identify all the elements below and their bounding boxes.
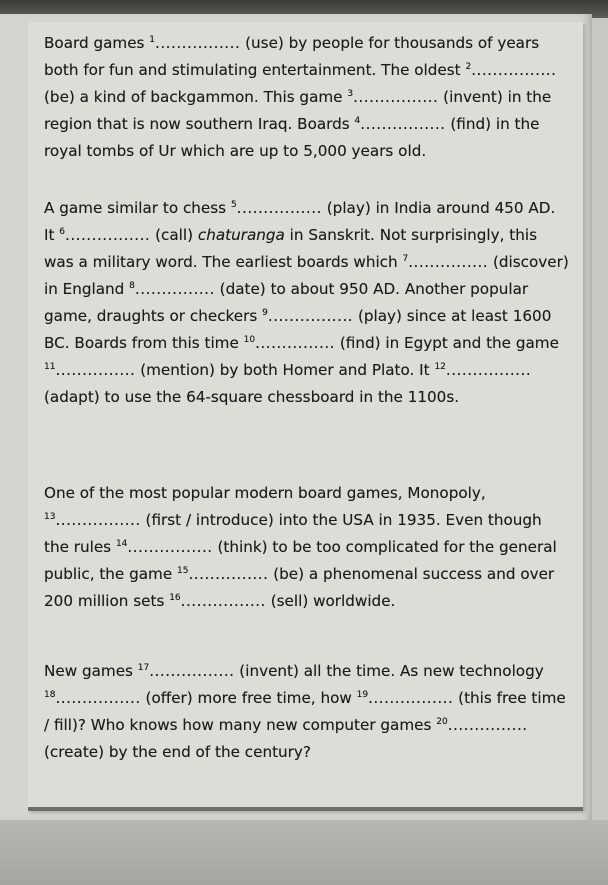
- answer-blank: ................: [55, 511, 141, 529]
- text-segment: in Sanskrit. Not surprisingly, this was a military word. The earliest boards which: [44, 226, 538, 271]
- text-segment: (invent) all the time. As new technology: [234, 662, 544, 680]
- paragraph-monopoly: [44, 480, 569, 615]
- answer-blank: ...............: [188, 565, 269, 583]
- text-segment: (adapt) to use the 64-square chessboard in the 1100s.: [44, 388, 460, 406]
- text-segment: (sell) worldwide.: [265, 592, 396, 610]
- gap-number: 18: [44, 690, 56, 700]
- answer-blank: ................: [360, 115, 446, 133]
- answer-blank: ................: [149, 662, 235, 680]
- answer-blank: ................: [55, 689, 141, 707]
- answer-blank: ...............: [134, 280, 215, 298]
- answer-blank: ...............: [447, 716, 528, 734]
- text-segment: (be) a kind of backgammon. This game: [44, 88, 348, 106]
- text-segment: (play) in India around 450 AD. It: [44, 199, 556, 244]
- text-segment: New games: [44, 662, 138, 680]
- gap-number: 1: [149, 35, 156, 45]
- answer-blank: ...............: [408, 253, 489, 271]
- text-segment: (date) to about 950 AD. Another popular game, draughts or checkers: [44, 280, 529, 325]
- text-segment: (think) to be too complicated for the general public, the game: [44, 538, 557, 583]
- text-segment: (first / introduce) into the USA in 1935. Even though the rules: [44, 511, 542, 556]
- paragraph-new-games: [44, 658, 569, 766]
- answer-blank: ................: [236, 199, 322, 217]
- gap-number: 4: [354, 116, 361, 126]
- text-segment: (mention) by both Homer and Plato. It: [135, 361, 435, 379]
- answer-blank: ................: [471, 61, 557, 79]
- gap-number: 8: [129, 281, 135, 291]
- text-segment: (play) since at least 1600 BC. Boards from this time: [44, 307, 552, 352]
- text-segment: (invent) in the region that is now southern Iraq. Boards: [44, 88, 552, 133]
- text-segment: One of the most popular modern board games, Monopoly,: [44, 484, 486, 502]
- text-segment: (be) a phenomenal success and over 200 million sets: [44, 565, 555, 610]
- text-segment: A game similar to chess: [44, 199, 231, 217]
- answer-blank: ...............: [255, 334, 336, 352]
- text-segment: Board games: [44, 34, 150, 52]
- gap-number: 19: [356, 690, 369, 700]
- book-page: [0, 14, 592, 820]
- answer-blank: ................: [267, 307, 354, 325]
- paragraph-board-games-history: [44, 30, 569, 165]
- text-segment: (this free time / fill)? Who knows how many new computer games: [44, 689, 566, 734]
- text-segment: (use) by people for thousands of years both for fun and stimulating entertainment. The oldest: [44, 34, 540, 79]
- text-segment: (find) in the royal tombs of Ur which are up to 5,000 years old.: [44, 115, 540, 160]
- answer-blank: ................: [155, 34, 241, 52]
- text-segment: (offer) more free time, how: [140, 689, 357, 707]
- answer-blank: ................: [180, 592, 266, 610]
- gap-number: 11: [44, 362, 56, 372]
- text-segment: (call): [150, 226, 198, 244]
- gap-number: 9: [262, 308, 268, 318]
- gap-number: 2: [465, 62, 472, 72]
- answer-blank: ................: [368, 689, 454, 707]
- gap-number: 13: [44, 512, 56, 522]
- gap-number: 5: [230, 200, 237, 210]
- page-shadow-area: [0, 820, 608, 885]
- gap-number: 20: [436, 717, 448, 727]
- gap-number: 12: [434, 362, 446, 372]
- gap-number: 10: [243, 335, 256, 345]
- answer-blank: ................: [127, 538, 213, 556]
- gap-number: 15: [177, 566, 189, 576]
- answer-blank: ...............: [55, 361, 136, 379]
- answer-blank: ................: [353, 88, 439, 106]
- text-segment: (discover) in England: [44, 253, 569, 298]
- gap-number: 17: [137, 663, 150, 673]
- answer-blank: ................: [445, 361, 532, 379]
- text-segment: (find) in Egypt and the game: [335, 334, 559, 352]
- gap-number: 3: [347, 89, 354, 99]
- text-segment: (create) by the end of the century?: [44, 743, 311, 761]
- gap-number: 7: [402, 254, 409, 264]
- gap-number: 6: [59, 227, 65, 237]
- gap-number: 16: [169, 593, 181, 603]
- exercise-text-box: [28, 22, 583, 811]
- italic-term: chaturanga: [197, 226, 285, 244]
- answer-blank: ................: [65, 226, 151, 244]
- gap-number: 14: [115, 539, 128, 549]
- paragraph-chess-and-checkers: [44, 195, 569, 411]
